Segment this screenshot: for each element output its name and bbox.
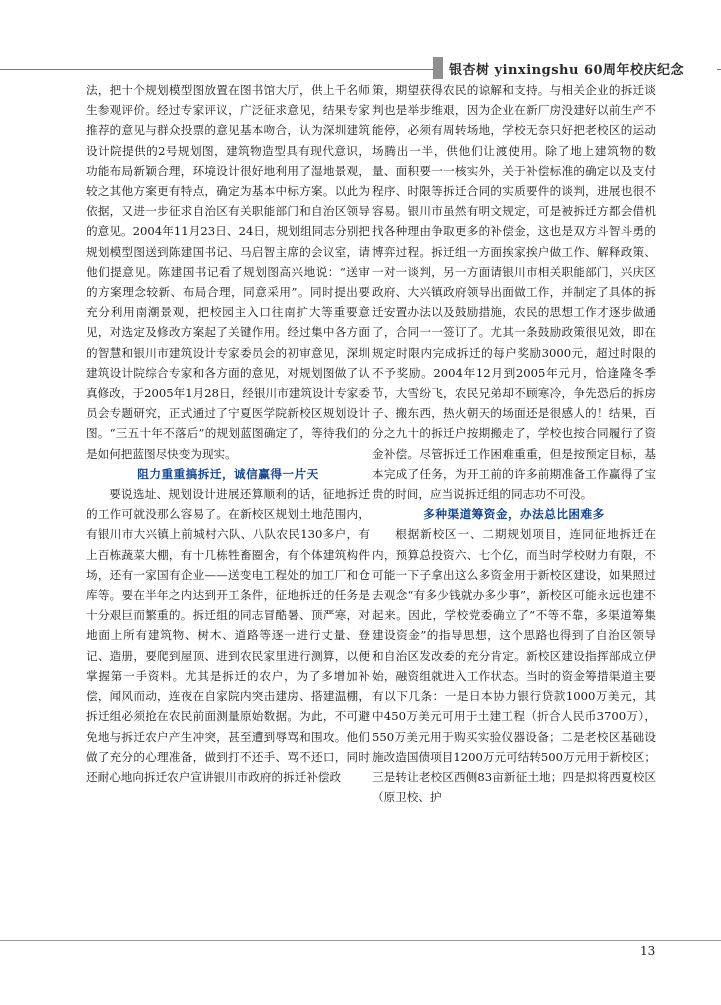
- running-header: [433, 57, 717, 79]
- right-column: [372, 80, 656, 807]
- right-paragraph-2: 根据新校区一、二期规划项目，连同征地拆迁在内，预算总投资六、七个亿，而当时学校财力有限，不可能一下子拿出这么多资金用于新校区建设，如果照过去观念“有多少钱就办多少事”，新校区可能永远也建不起来。因此，学校党委确立了“不等不靠，多渠道筹集建设资金”的指导思想，这个思路也得到了自治区领导和自治区发改委的充分肯定。新校区建设指挥部成立伊始，融资组就进入工作状态。当时的资金筹措渠道主要有以下几条：一是日本协力银行贷款1000万美元，其中450万美元可用于土建工程（折合人民币3700万），550万美元用于购买实验仪器设备；二是老校区基础设施改造国债项目1200万元可结转500万元用于新校区；三是转让老校区西侧83亩新征土地；四是拟将西夏校区（原卫校、护: [372, 527, 656, 805]
- page-number: 13: [640, 944, 656, 958]
- left-column: [86, 80, 370, 787]
- header-accent-bar: [433, 57, 443, 79]
- left-paragraph-1: 法，把十个规划模型图放置在图书馆大厅，供上千名师生参观评价。经过专家评议，广泛征求意见，结果专家推荐的意见与群众投票的意见基本吻合，认为深圳建筑设计院提供的2号规划图，建筑物造型具有现代意识，功能布局新颖合理，环境设计很好地利用了湿地景观，较之其他方案更有特点，确定为基本中标方案。以此为依据，又进一步征求自治区有关职能部门和自治区领导的意见。2004年11月23日、24日，规划组同志分别把规划模型图送到陈建国书记、马启智主席的会议室，请他们提意见。陈建国书记看了规划图高兴地说：“送审的方案理念较新、布局合理，同意采用”。同时提出要充分利用南潮景观，把校园主入口往南扩大等重要意见，对选定及修改方案起了关键作用。经过集中各方面的智慧和银川市建筑设计专家委员会的初审意见，深圳建筑设计院综合专家和各方面的意见，对规划图做了认真修改，于2005年1月28日，经银川市建筑设计专家委员会专题研究，正式通过了宁夏医学院新校区规划设计图。“三五十年不落后”的规划蓝图确定了，等待我们的是如何把蓝图尽快变为现实。: [86, 83, 370, 461]
- right-paragraph-1: 策，期望获得农民的谅解和支持。与相关企业的拆迁谈判也是举步维艰，因为企业在新厂房没建好以前生产不能停，必须有周转场地，学校无奈只好把老校区的运动场腾出一半，供他们让渡使用。除了地上建筑物的数量、面积要一一核实外，关于补偿标准的确定以及支付程序、时限等拆迁合同的实质要件的谈判，进展也很不容易。银川市虽然有明文规定，可是被拆迁方都会借机找各种理由争取更多的补偿金，这也是双方斗智斗勇的博弈过程。拆迁组一方面挨家挨户做工作、解释政策、一对一谈判，另一方面请银川市相关职能部门，兴庆区政府、大兴镇政府领导出面做工作，并制定了具体的拆迁安置办法以及鼓励措施，农民的思想工作才逐步做通了，合同一一签订了。尤其一条鼓励政策很见效，即在规定时限内完成拆迁的每户奖励3000元，超过时限的不予奖励。2004年12月到2005年元月，恰逢隆冬季节，大雪纷飞，农民兄弟却不顾寒冷，争先恐后的拆房子、搬东西，热火朝天的场面还是很感人的！结果，百分之九十的拆迁户按期搬走了，学校也按合同履行了资金补偿。尽管拆迁工作困难重重，但是按预定目标，基本完成了任务，为开工前的许多前期准备工作赢得了宝贵的时间，应当说拆迁组的同志功不可没。: [372, 83, 656, 502]
- footer-rule: [0, 940, 721, 941]
- section-heading-funding: 多种渠道筹资金，办法总比困难多: [423, 507, 605, 522]
- header-title: 银杏树 yinxingshu 60周年校庆纪念: [449, 62, 685, 78]
- section-heading-demolition: 阻力重重搞拆迁，诚信赢得一片天: [137, 466, 319, 481]
- left-paragraph-2: 要说选址、规划设计进展还算顺利的话，征地拆迁的工作可就没那么容易了。在新校区规划土地范围内，有银川市大兴镇上前城村六队、八队农民130多户，有上百栋蔬菜大棚，有十几栋牲畜圈舍，有个体建筑构件场，还有一家国有企业——送变电工程处的加工厂和仓库等。要在半年之内达到开工条件，征地拆迁的任务是十分艰巨而繁重的。拆迁组的同志冒酷暑、顶严寒，对地面上所有建筑物、树木、道路等逐一进行丈量、登记、造册，要爬到屋顶、进到农民家里进行测算，以便掌握第一手资料。尤其是拆迁的农户，为了多增加补偿，闻风而动，连夜在自家院内突击建房、搭建温棚，拆迁组必须抢在农民前面测量原始数据。为此，不可避免地与拆迁农户产生冲突，甚至遭到辱骂和围攻。他们做了充分的心理准备，做到打不还手、骂不还口，同时还耐心地向拆迁农户宣讲银川市政府的拆迁补偿政: [86, 487, 370, 784]
